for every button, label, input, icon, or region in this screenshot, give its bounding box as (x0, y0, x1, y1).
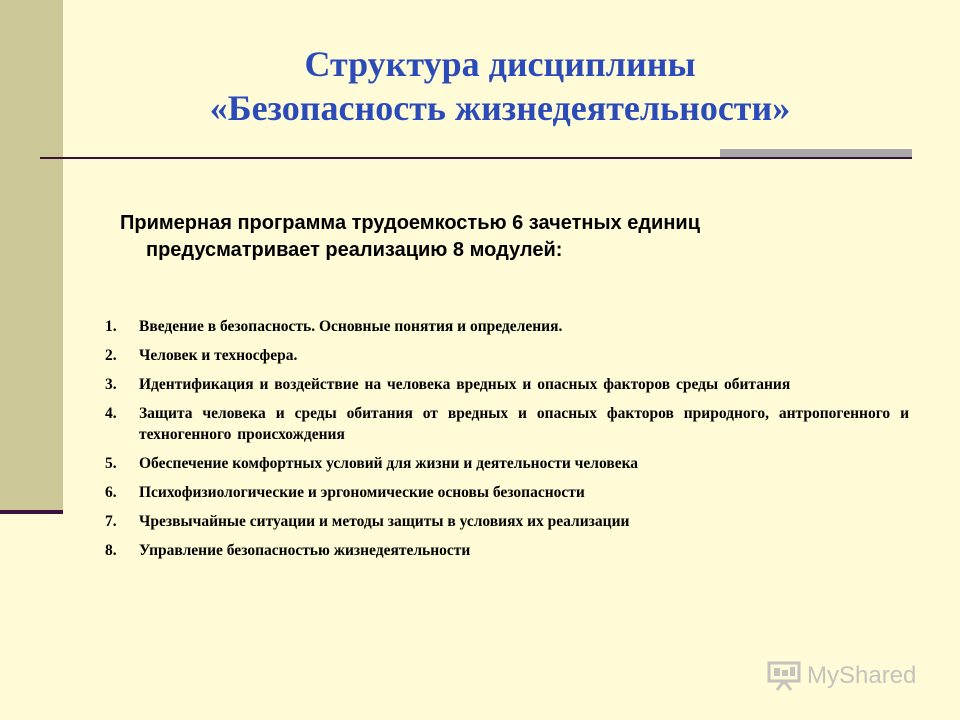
list-item (105, 403, 909, 445)
watermark-text: MyShared (807, 662, 917, 689)
list-item (105, 540, 909, 561)
intro-paragraph (120, 210, 910, 264)
slide-title (120, 42, 880, 130)
sidebar-underline (0, 510, 63, 514)
intro-line-1: Примерная программа трудоемкостью 6 зачетных единиц (120, 212, 700, 234)
list-item-number: 8. (105, 542, 117, 559)
list-item-text: Защита человека и среды обитания от вредных и опасных факторов природного, антропогенного и техногенного происхождения (139, 405, 909, 443)
list-item-number: 6. (105, 484, 117, 501)
title-line-2: «Безопасность жизнедеятельности» (209, 88, 791, 128)
list-item-text: Чрезвычайные ситуации и методы защиты в условиях их реализации (139, 513, 630, 530)
presentation-board-icon (767, 661, 801, 691)
list-item-text: Психофизиологические и эргономические основы безопасности (139, 484, 585, 501)
modules-list (105, 316, 909, 569)
list-item (105, 316, 909, 337)
list-item-number: 2. (105, 347, 117, 364)
list-item-number: 5. (105, 455, 117, 472)
title-divider (40, 157, 912, 159)
title-divider-accent (720, 149, 912, 157)
list-item-text: Введение в безопасность. Основные понятия и определения. (139, 318, 563, 335)
list-item-text: Идентификация и воздействие на человека вредных и опасных факторов среды обитания (139, 376, 791, 393)
sidebar-decoration (0, 0, 63, 510)
intro-line-2: предусматривает реализацию 8 модулей: (146, 239, 563, 261)
list-item-number: 1. (105, 318, 117, 335)
list-item (105, 511, 909, 532)
list-item-number: 7. (105, 513, 117, 530)
list-item-number: 3. (105, 376, 117, 393)
watermark-logo (767, 660, 916, 692)
title-line-1: Структура дисциплины (304, 44, 696, 84)
list-item-text: Человек и техносфера. (139, 347, 298, 364)
list-item (105, 482, 909, 503)
list-item (105, 453, 909, 474)
list-item (105, 374, 909, 395)
list-item (105, 345, 909, 366)
list-item-number: 4. (105, 405, 117, 422)
list-item-text: Управление безопасностью жизнедеятельности (139, 542, 471, 559)
list-item-text: Обеспечение комфортных условий для жизни и деятельности человека (139, 455, 639, 472)
